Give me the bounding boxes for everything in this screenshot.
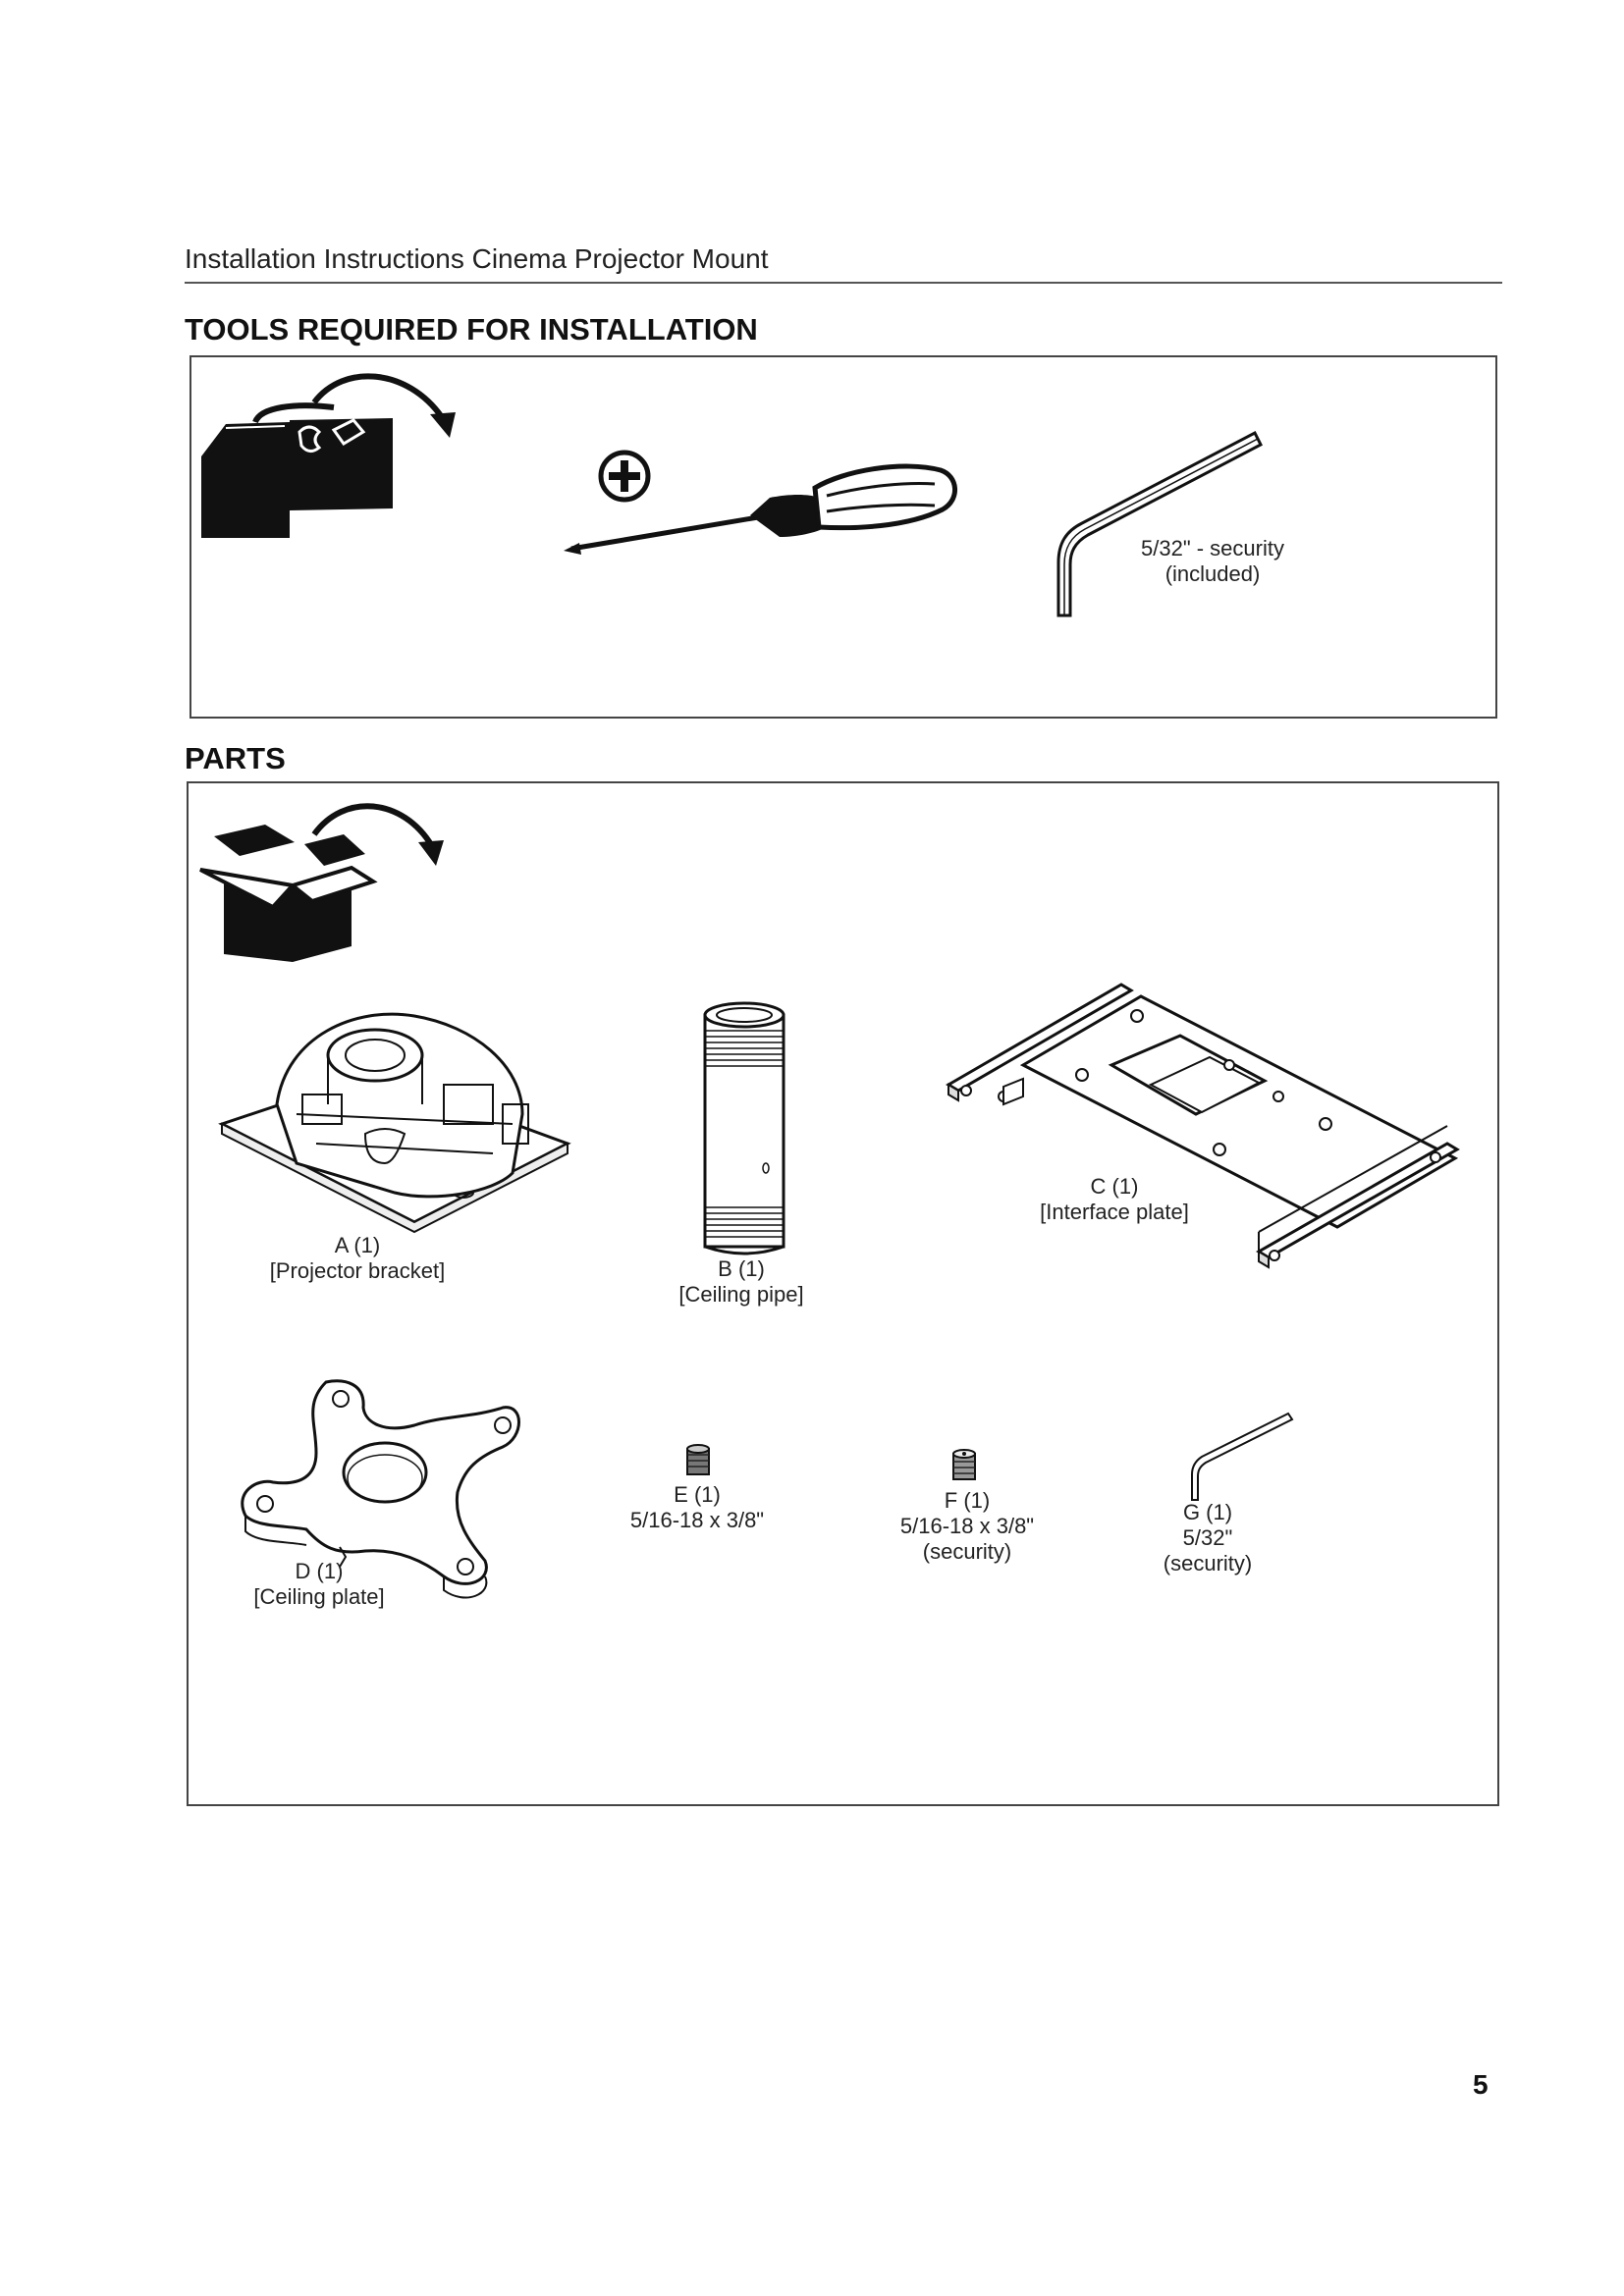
part-g-extra: (security) <box>1163 1551 1253 1575</box>
part-f-label <box>874 1488 1060 1565</box>
part-d-label <box>221 1559 417 1610</box>
part-g-qty: G (1) <box>1182 1500 1233 1524</box>
part-g-name: 5/32" <box>1182 1525 1233 1550</box>
ceiling-pipe-icon <box>695 1001 793 1258</box>
part-c-label <box>1016 1174 1213 1225</box>
hex-key-icon <box>1051 427 1267 623</box>
page-number: 5 <box>1473 2069 1489 2100</box>
part-a-qty: A (1) <box>334 1233 381 1257</box>
hex-key-tool-line2: (included) <box>1164 561 1261 586</box>
security-set-screw-icon <box>950 1448 978 1483</box>
part-f-qty: F (1) <box>944 1488 991 1513</box>
part-d-qty: D (1) <box>295 1559 344 1583</box>
part-g-label <box>1119 1500 1296 1576</box>
part-b-label <box>648 1256 835 1308</box>
set-screw-icon <box>684 1443 712 1478</box>
hex-key-tool-label <box>1119 536 1306 587</box>
header-rule <box>185 282 1502 284</box>
parts-section-title: PARTS <box>185 741 286 775</box>
part-b-name: [Ceiling pipe] <box>678 1282 804 1307</box>
toolbox-icon <box>196 363 461 550</box>
part-c-name: [Interface plate] <box>1040 1200 1189 1224</box>
part-f-name: 5/16-18 x 3/8" <box>899 1514 1035 1538</box>
open-box-icon <box>196 785 452 967</box>
part-e-label <box>604 1482 790 1533</box>
interface-plate-icon <box>945 977 1465 1271</box>
running-header: Installation Instructions Cinema Projector Mount <box>185 243 769 274</box>
part-d-name: [Ceiling plate] <box>253 1584 385 1609</box>
hex-key-icon <box>1188 1412 1296 1502</box>
part-e-qty: E (1) <box>674 1482 721 1507</box>
part-c-qty: C (1) <box>1090 1174 1139 1199</box>
part-a-label <box>253 1233 461 1284</box>
part-b-qty: B (1) <box>718 1256 765 1281</box>
part-f-extra: (security) <box>922 1539 1012 1564</box>
phillips-screwdriver-icon <box>562 447 964 564</box>
projector-bracket-icon <box>218 996 571 1237</box>
tools-section-title: TOOLS REQUIRED FOR INSTALLATION <box>185 312 758 347</box>
hex-key-tool-line1: 5/32" - security <box>1141 536 1284 561</box>
part-e-name: 5/16-18 x 3/8" <box>629 1508 765 1532</box>
part-a-name: [Projector bracket] <box>269 1258 446 1283</box>
